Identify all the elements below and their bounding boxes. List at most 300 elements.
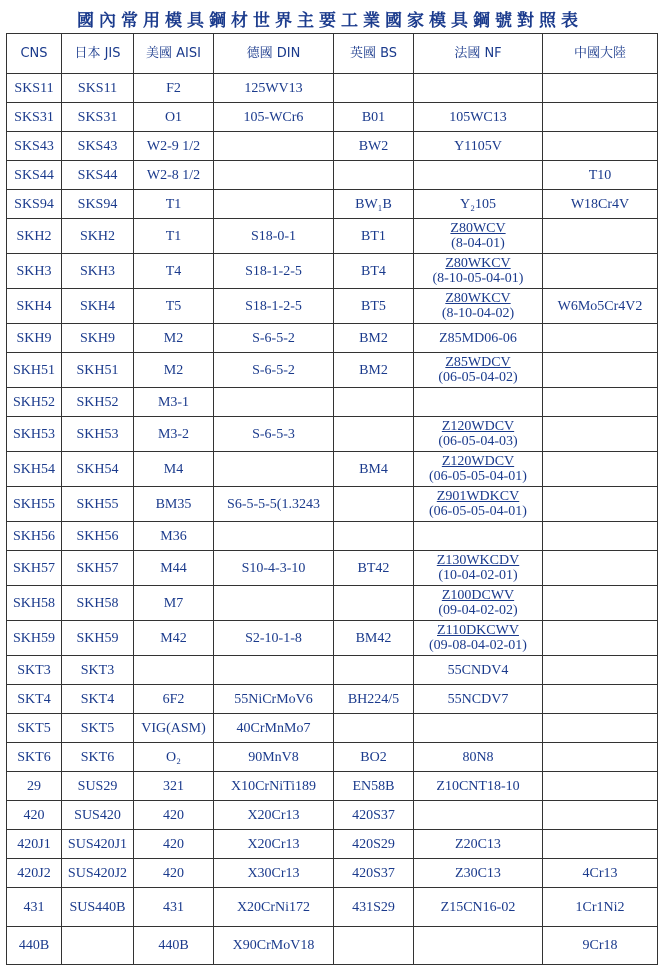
cell-cns-value: SKH4 xyxy=(16,298,52,314)
cell-aisi xyxy=(134,103,214,132)
cell-nf xyxy=(414,353,543,388)
cell-aisi xyxy=(134,452,214,487)
cell-nf xyxy=(414,388,543,417)
cell-aisi xyxy=(134,656,214,685)
cell-bs xyxy=(334,353,414,388)
table-body xyxy=(7,74,658,965)
cell-nf xyxy=(414,830,543,859)
cell-jis-value: SKS11 xyxy=(77,80,118,96)
cell-cn xyxy=(543,551,658,586)
cell-aisi xyxy=(134,388,214,417)
cell-din-value: S-6-5-3 xyxy=(252,426,295,442)
cell-jis xyxy=(62,219,134,254)
cell-cns xyxy=(7,161,62,190)
cell-din xyxy=(214,324,334,353)
cell-aisi-value: 6F2 xyxy=(162,691,185,707)
cell-nf-code: (06-05-04-03) xyxy=(438,434,518,449)
cell-cns-value: SKS43 xyxy=(14,138,54,154)
cell-din-value: X20Cr13 xyxy=(247,836,300,852)
cell-jis xyxy=(62,859,134,888)
cell-nf xyxy=(414,801,543,830)
cell-nf xyxy=(414,888,543,927)
cell-cn xyxy=(543,353,658,388)
cell-jis xyxy=(62,888,134,927)
cell-bs-value: 420S37 xyxy=(352,807,395,823)
cell-din-value: S18-0-1 xyxy=(250,228,297,244)
cell-bs-value: BT1 xyxy=(361,228,386,244)
cell-jis xyxy=(62,254,134,289)
cell-nf xyxy=(414,74,543,103)
cell-jis-value: SKH52 xyxy=(76,394,119,410)
cell-bs xyxy=(334,452,414,487)
header-cns: CNS xyxy=(7,34,62,74)
cell-jis xyxy=(62,621,134,656)
cell-bs xyxy=(334,324,414,353)
cell-aisi xyxy=(134,219,214,254)
cell-aisi xyxy=(134,859,214,888)
cell-jis-value: SUS440B xyxy=(69,899,126,915)
cell-bs-value: BT5 xyxy=(361,298,386,314)
cell-aisi-value: M3-1 xyxy=(157,394,190,410)
cell-bs-value: BW₁B xyxy=(355,196,392,212)
cell-aisi-value: T5 xyxy=(165,298,182,314)
table-row xyxy=(7,190,658,219)
cell-cn xyxy=(543,452,658,487)
cell-cns xyxy=(7,621,62,656)
cell-jis-value: SKH4 xyxy=(79,298,115,314)
cell-aisi xyxy=(134,254,214,289)
cell-bs xyxy=(334,714,414,743)
table-row xyxy=(7,522,658,551)
cell-bs xyxy=(334,219,414,254)
cell-cns xyxy=(7,685,62,714)
cell-nf-value: Z85MD06-06 xyxy=(439,330,517,346)
cell-jis-value: SKH57 xyxy=(76,560,119,576)
cell-bs xyxy=(334,417,414,452)
cell-aisi xyxy=(134,888,214,927)
cell-aisi-value: W2-8 1/2 xyxy=(146,167,201,183)
table-row xyxy=(7,888,658,927)
cell-jis-value: SKS43 xyxy=(77,138,118,154)
cell-cns-value: SKS11 xyxy=(14,80,54,96)
cell-din xyxy=(214,74,334,103)
table-row xyxy=(7,801,658,830)
cell-aisi-value: M44 xyxy=(160,560,187,576)
cell-jis xyxy=(62,452,134,487)
cell-cn xyxy=(543,190,658,219)
cell-nf-code: (09-08-04-02-01) xyxy=(429,638,527,653)
header-nf: 法國 NF xyxy=(414,34,543,74)
table-row xyxy=(7,388,658,417)
cell-nf-value: Z110DKCWV xyxy=(437,623,519,638)
cell-cn xyxy=(543,522,658,551)
cell-bs xyxy=(334,859,414,888)
cell-aisi-value: 420 xyxy=(163,807,184,823)
cell-aisi-value: T4 xyxy=(165,263,182,279)
cell-bs xyxy=(334,161,414,190)
table-row xyxy=(7,289,658,324)
cell-cn xyxy=(543,743,658,772)
cell-jis xyxy=(62,388,134,417)
cell-cns xyxy=(7,289,62,324)
header-aisi: 美國 AISI xyxy=(134,34,214,74)
cell-aisi xyxy=(134,161,214,190)
cell-din-value: S18-1-2-5 xyxy=(245,298,302,314)
header-cn: 中國大陸 xyxy=(543,34,658,74)
table-row xyxy=(7,74,658,103)
cell-aisi-value: BM35 xyxy=(155,496,192,512)
cell-aisi xyxy=(134,190,214,219)
cell-din-value: X10CrNiTi189 xyxy=(230,778,317,794)
cell-cns xyxy=(7,586,62,621)
cell-aisi-value: VIG(ASM) xyxy=(141,720,206,736)
cell-cns-value: 420 xyxy=(23,807,45,823)
cell-aisi xyxy=(134,324,214,353)
cell-cns xyxy=(7,714,62,743)
cell-aisi-value: M2 xyxy=(163,362,184,378)
table-row xyxy=(7,551,658,586)
table-row xyxy=(7,772,658,801)
cell-jis xyxy=(62,772,134,801)
cell-nf-code: (09-04-02-02) xyxy=(438,603,518,618)
cell-cn xyxy=(543,74,658,103)
cell-nf xyxy=(414,743,543,772)
cell-jis xyxy=(62,685,134,714)
cell-din xyxy=(214,801,334,830)
cell-aisi-value: 431 xyxy=(163,899,184,915)
cell-bs xyxy=(334,743,414,772)
cell-bs xyxy=(334,103,414,132)
cell-bs xyxy=(334,830,414,859)
cell-nf xyxy=(414,621,543,656)
cell-jis-value: SKH3 xyxy=(79,263,115,279)
cell-jis-value: SUS420J2 xyxy=(67,865,128,881)
cell-din xyxy=(214,219,334,254)
cell-aisi xyxy=(134,586,214,621)
cell-aisi xyxy=(134,685,214,714)
cell-din xyxy=(214,132,334,161)
page-title: 國內常用模具鋼材世界主要工業國家模具鋼號對照表 xyxy=(77,11,583,31)
cell-cn-value: W6Mo5Cr4V2 xyxy=(557,298,643,314)
cell-jis xyxy=(62,161,134,190)
cell-cns-value: SKH54 xyxy=(12,461,55,477)
cell-cns-value: SKS94 xyxy=(14,196,54,212)
cell-nf-value: Z120WDCV xyxy=(441,454,515,469)
cell-cns xyxy=(7,452,62,487)
cell-cns xyxy=(7,888,62,927)
cell-bs-value: BO2 xyxy=(360,749,387,765)
cell-cn xyxy=(543,621,658,656)
cell-jis-value: SKT4 xyxy=(80,691,115,707)
cell-bs-value: BM4 xyxy=(359,461,388,477)
cell-cn xyxy=(543,586,658,621)
cell-aisi xyxy=(134,74,214,103)
cell-aisi xyxy=(134,621,214,656)
cell-bs xyxy=(334,74,414,103)
cell-nf xyxy=(414,656,543,685)
cell-nf-code: (8-10-04-02) xyxy=(441,306,515,321)
cell-cns-value: 420J2 xyxy=(17,865,51,881)
cell-bs-value: BW2 xyxy=(358,138,389,154)
cell-cns xyxy=(7,388,62,417)
table-row xyxy=(7,487,658,522)
cell-din xyxy=(214,714,334,743)
cell-cns xyxy=(7,74,62,103)
cell-cns xyxy=(7,417,62,452)
cell-din xyxy=(214,190,334,219)
cell-din-value: X20Cr13 xyxy=(247,807,300,823)
cell-aisi xyxy=(134,772,214,801)
table-row xyxy=(7,132,658,161)
cell-aisi-value: M42 xyxy=(160,630,187,646)
cell-nf xyxy=(414,685,543,714)
cell-bs xyxy=(334,586,414,621)
cell-nf-code: (06-05-05-04-01) xyxy=(429,469,527,484)
cell-din xyxy=(214,487,334,522)
cell-jis-value: SKT5 xyxy=(80,720,115,736)
cell-cn xyxy=(543,219,658,254)
cell-nf-code: (8-04-01) xyxy=(451,236,505,251)
cell-jis xyxy=(62,487,134,522)
header-jis: 日本 JIS xyxy=(62,34,134,74)
cell-aisi xyxy=(134,551,214,586)
cell-cn xyxy=(543,132,658,161)
cell-din-value: 90MnV8 xyxy=(248,749,299,765)
cell-bs xyxy=(334,487,414,522)
cell-cns-value: SKH2 xyxy=(16,228,52,244)
cell-din xyxy=(214,452,334,487)
cell-nf xyxy=(414,103,543,132)
cell-din-value: X30Cr13 xyxy=(247,865,300,881)
cell-aisi-value: M3-2 xyxy=(157,426,190,442)
cell-nf xyxy=(414,859,543,888)
cell-cn xyxy=(543,888,658,927)
cell-nf-value: 80N8 xyxy=(462,749,494,765)
cell-aisi-value: 420 xyxy=(163,836,184,852)
cell-cn xyxy=(543,801,658,830)
cell-nf-value: Z100DCWV xyxy=(441,588,515,603)
cell-cn-value: W18Cr4V xyxy=(570,196,630,212)
cell-cn xyxy=(543,859,658,888)
cell-cns xyxy=(7,927,62,965)
cell-cn xyxy=(543,830,658,859)
table-row xyxy=(7,353,658,388)
cell-aisi-value: M7 xyxy=(163,595,184,611)
cell-nf-value: Z10CNT18-10 xyxy=(436,778,520,794)
cell-bs-value: BT4 xyxy=(361,263,386,279)
cell-jis-value: SUS29 xyxy=(77,778,118,794)
cell-nf-value: Z80WKCV xyxy=(445,256,511,271)
cell-aisi-value: T1 xyxy=(165,228,182,244)
cell-cns-value: SKH58 xyxy=(12,595,55,611)
cell-jis xyxy=(62,551,134,586)
cell-cns-value: 29 xyxy=(27,778,41,794)
table-row xyxy=(7,452,658,487)
table-row xyxy=(7,656,658,685)
cell-nf-value: Y₂105 xyxy=(460,196,496,212)
cell-nf xyxy=(414,714,543,743)
table-row xyxy=(7,714,658,743)
cell-aisi-value: 440B xyxy=(158,938,189,953)
table-row xyxy=(7,743,658,772)
cell-din xyxy=(214,551,334,586)
table-row xyxy=(7,621,658,656)
cell-cn xyxy=(543,487,658,522)
cell-aisi-value: W2-9 1/2 xyxy=(146,138,201,154)
cell-din-value: S6-5-5-5(1.3243 xyxy=(227,496,320,512)
cell-cn xyxy=(543,324,658,353)
cell-cns xyxy=(7,487,62,522)
cell-nf xyxy=(414,772,543,801)
cell-cns-value: SKS44 xyxy=(14,167,54,183)
table-row xyxy=(7,417,658,452)
cell-jis xyxy=(62,801,134,830)
cell-bs-value: 420S37 xyxy=(352,865,395,881)
cell-din-value: 55NiCrMoV6 xyxy=(234,691,313,707)
table-row xyxy=(7,324,658,353)
cell-din-value: S-6-5-2 xyxy=(252,330,295,346)
cell-bs-value: EN58B xyxy=(352,778,395,794)
cell-bs-value: BT42 xyxy=(357,560,390,576)
cell-aisi xyxy=(134,522,214,551)
cell-jis xyxy=(62,743,134,772)
table-row xyxy=(7,161,658,190)
cell-jis-value: SKH55 xyxy=(76,496,119,512)
cell-bs-value: BM42 xyxy=(355,630,392,646)
cell-bs xyxy=(334,132,414,161)
cell-bs xyxy=(334,254,414,289)
cell-jis-value: SKH9 xyxy=(79,330,115,346)
cell-din xyxy=(214,289,334,324)
cell-jis xyxy=(62,927,134,965)
header-bs: 英國 BS xyxy=(334,34,414,74)
cell-cn xyxy=(543,714,658,743)
cell-bs-value: 431S29 xyxy=(352,899,395,915)
cell-din xyxy=(214,417,334,452)
cell-aisi xyxy=(134,417,214,452)
cell-din-value: S18-1-2-5 xyxy=(245,263,302,279)
cell-cns xyxy=(7,859,62,888)
cell-din xyxy=(214,927,334,965)
cell-jis-value: SUS420 xyxy=(74,807,121,823)
cell-aisi xyxy=(134,714,214,743)
cell-din xyxy=(214,161,334,190)
cell-din xyxy=(214,743,334,772)
cell-aisi-value: F2 xyxy=(166,80,181,96)
cell-cn-value: 4Cr13 xyxy=(582,865,618,881)
cell-nf-code: (06-05-04-02) xyxy=(438,370,518,385)
cell-nf-value: Z80WKCV xyxy=(445,291,511,306)
cell-bs xyxy=(334,927,414,965)
cell-jis xyxy=(62,190,134,219)
cell-cn xyxy=(543,289,658,324)
cell-din xyxy=(214,859,334,888)
cell-din xyxy=(214,254,334,289)
cell-cns-value: 420J1 xyxy=(17,836,51,852)
cell-bs xyxy=(334,388,414,417)
cell-cn xyxy=(543,772,658,801)
cell-din xyxy=(214,830,334,859)
cell-bs xyxy=(334,522,414,551)
cell-aisi-value: O1 xyxy=(164,109,183,125)
cell-bs xyxy=(334,289,414,324)
cell-nf-value: Y1105V xyxy=(454,138,502,154)
cell-cn xyxy=(543,927,658,965)
cell-aisi xyxy=(134,132,214,161)
cell-cns-value: SKH53 xyxy=(12,426,55,442)
cell-cns-value: SKT6 xyxy=(17,749,51,765)
cell-cns xyxy=(7,772,62,801)
cell-nf xyxy=(414,254,543,289)
cell-cns xyxy=(7,324,62,353)
table-row xyxy=(7,586,658,621)
cell-aisi-value: M4 xyxy=(163,461,184,477)
cell-bs-value: BM2 xyxy=(359,362,388,378)
cell-aisi-value: T1 xyxy=(165,196,182,212)
cell-cn xyxy=(543,254,658,289)
cell-din-value: S-6-5-2 xyxy=(252,362,295,378)
cell-cn-value: 1Cr1Ni2 xyxy=(575,899,625,915)
table-row xyxy=(7,103,658,132)
cell-jis xyxy=(62,586,134,621)
cell-din xyxy=(214,772,334,801)
table-row xyxy=(7,685,658,714)
cell-cns-value: 431 xyxy=(23,899,45,915)
cell-aisi xyxy=(134,289,214,324)
cell-bs xyxy=(334,656,414,685)
cell-nf xyxy=(414,927,543,965)
cell-nf xyxy=(414,289,543,324)
cell-din xyxy=(214,353,334,388)
cell-jis-value: SKH51 xyxy=(76,362,119,378)
cell-jis-value: SKT3 xyxy=(80,662,115,678)
cell-jis-value: SKH2 xyxy=(79,228,115,244)
cell-jis xyxy=(62,522,134,551)
cell-jis-value: SKS94 xyxy=(77,196,118,212)
cell-din xyxy=(214,656,334,685)
cell-cn xyxy=(543,417,658,452)
cell-din-value: 125WV13 xyxy=(244,80,303,96)
cell-nf xyxy=(414,586,543,621)
cell-cns-value: SKH52 xyxy=(12,394,55,410)
cell-din xyxy=(214,522,334,551)
cell-aisi xyxy=(134,830,214,859)
cell-nf xyxy=(414,324,543,353)
cell-cns xyxy=(7,219,62,254)
cell-nf-value: 105WC13 xyxy=(449,109,507,125)
cell-nf xyxy=(414,132,543,161)
cell-nf xyxy=(414,161,543,190)
cell-nf-code: (10-04-02-01) xyxy=(438,568,518,583)
cell-din-value: X90CrMoV18 xyxy=(232,938,315,953)
cell-cn xyxy=(543,656,658,685)
cell-cns-value: SKH56 xyxy=(12,528,55,544)
cell-jis xyxy=(62,714,134,743)
cell-nf xyxy=(414,219,543,254)
cell-jis-value: SKH53 xyxy=(76,426,119,442)
cell-bs xyxy=(334,621,414,656)
cell-bs xyxy=(334,551,414,586)
cell-din xyxy=(214,388,334,417)
cell-aisi-value: 420 xyxy=(163,865,184,881)
cell-jis-value: SKS31 xyxy=(77,109,118,125)
steel-comparison-table xyxy=(6,33,658,965)
header-row xyxy=(7,34,658,74)
cell-jis xyxy=(62,353,134,388)
cell-nf xyxy=(414,551,543,586)
cell-nf-code: (8-10-05-04-01) xyxy=(432,271,524,286)
cell-nf-code: (06-05-05-04-01) xyxy=(429,504,527,519)
